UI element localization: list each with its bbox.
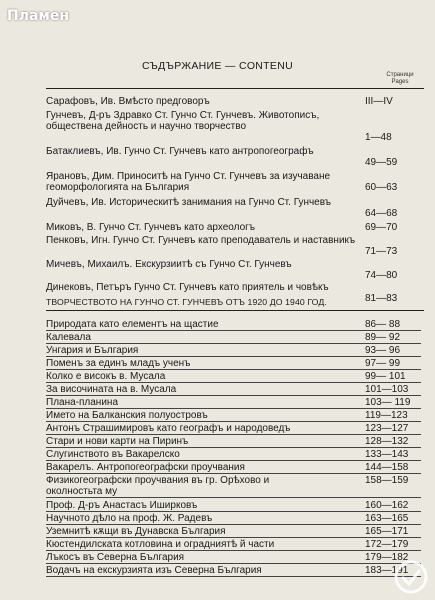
toc-entry-title: Пенковъ, Игн. Гунчо Ст. Гунчевъ като преподаватель и наставникъ: [46, 235, 356, 246]
toc-entry: [46, 410, 421, 422]
pages-column-label: [378, 72, 422, 86]
toc-entry: [46, 319, 421, 331]
toc-entry-pages: 163—165: [365, 513, 409, 524]
toc-entry: [46, 171, 421, 193]
toc-entry-pages: 74—80: [365, 270, 398, 281]
toc-entry-title: Научното дѣло на проф. Ж. Радевъ: [46, 513, 213, 524]
toc-entry-pages: 49—59: [365, 157, 398, 168]
toc-entry-pages: 172—179: [365, 539, 409, 550]
toc-entry-pages: 69—70: [365, 222, 398, 233]
toc-entry-pages: 81—83: [365, 293, 398, 304]
toc-entry-pages: 101—103: [365, 384, 409, 395]
toc-entry-title: Плана-планина: [46, 397, 119, 408]
toc-entry-title: Ярановъ, Дим. Приноситѣ на Гунчо Ст. Гунчевъ за изучаване геоморфологията на България: [46, 171, 331, 193]
watermark-logo: [392, 560, 430, 594]
toc-entry-pages: 128—132: [365, 436, 409, 447]
toc-entry: [46, 332, 421, 344]
toc-entry-pages: 64—68: [365, 208, 398, 219]
toc-entry-pages: 133—143: [365, 449, 409, 460]
toc-entry: [46, 146, 421, 168]
pages-label-fr: Pages: [391, 79, 409, 85]
toc-entry-pages: 60—63: [365, 182, 398, 193]
toc-entry: [46, 110, 421, 143]
toc-entry-pages: 165—171: [365, 526, 409, 537]
toc-entry-title: Динековъ, Петъръ Гунчо Ст. Гунчевъ като приятель и човѣкъ: [46, 282, 329, 293]
toc-entry-title: Уземнитѣ кѫщи въ Дунавска България: [46, 526, 226, 537]
toc-entry: [46, 449, 421, 461]
header-rule: [46, 88, 424, 89]
toc-entry-pages: 183—191: [365, 565, 409, 576]
toc-entry-pages: 97— 99: [365, 358, 401, 369]
toc-entry-pages: 179—182: [365, 552, 409, 563]
toc-entry-title: Гунчевъ, Д-ръ Здравко Ст. Гунчо Ст. Гунчевъ. Животописъ, обществена дейность и научно творчество: [46, 110, 320, 132]
toc-entry: [46, 371, 421, 383]
toc-entry-pages: 99— 101: [365, 371, 406, 382]
toc-entry-pages: 89— 92: [365, 332, 401, 343]
toc-entry-pages: 1—48: [365, 132, 392, 143]
toc-entry: [46, 539, 421, 551]
toc-entry-title: Проф. Д-ръ Анастасъ Иширковъ: [46, 500, 198, 511]
toc-entry-title: Миковъ, В. Гунчо Ст. Гунчевъ като археологъ: [46, 222, 256, 233]
toc-entry-pages: 158—159: [365, 475, 409, 486]
toc-entry-pages: 144—158: [365, 462, 409, 473]
toc-entry-title: Колко е високъ в. Мусала: [46, 371, 166, 382]
toc-entry: [46, 96, 421, 107]
toc-entry: [46, 235, 421, 257]
toc-entry-title: Сарафовъ, Ив. Вмѣсто предговоръ: [46, 96, 210, 107]
toc-entry: [46, 358, 421, 370]
toc-entry-pages: 160—162: [365, 500, 409, 511]
toc-entry-pages: 103— 119: [365, 397, 411, 408]
page-title: СЪДЪРЖАНИЕ — CONTENU: [142, 60, 293, 72]
toc-entry: [46, 462, 421, 474]
toc-entry-title: Физикогеографски проучвания въ гр. Орѣхово и околностьта му: [46, 475, 270, 497]
toc-entry-title: Кюстендилската котловина и оградниятѣ й части: [46, 539, 275, 550]
brand-logo: Пламен: [7, 8, 70, 24]
toc-entry-title: Мичевъ, Михаилъ. Екскурзиитѣ съ Гунчо Ст. Гунчевъ: [46, 259, 292, 270]
toc-entry-title: Дуйчевъ, Ив. Историческитѣ занимания на Гунчо Ст. Гунчевъ: [46, 197, 331, 208]
toc-entry: [46, 552, 421, 564]
toc-entry-title: Природата като елементъ на щастие: [46, 319, 219, 330]
toc-entry: [46, 513, 421, 525]
toc-entry: [46, 526, 421, 538]
section-heading: ТВОРЧЕСТВОТО НА ГУНЧО СТ. ГУНЧЕВЪ ОТЪ 1920 ДО 1940 ГОД.: [46, 297, 327, 307]
toc-entry-pages: 93— 96: [365, 345, 401, 356]
toc-entry: [46, 222, 421, 233]
toc-entry: [46, 436, 421, 448]
toc-entry-pages: 71—73: [365, 246, 398, 257]
toc-entry-title: Водачъ на екскурзията изъ Северна България: [46, 565, 262, 576]
toc-entry: [46, 259, 421, 281]
toc-entry: [46, 397, 421, 409]
toc-entry-title: Вакарелъ. Антропогеографски проучвания: [46, 462, 245, 473]
toc-entry-pages: 86— 88: [365, 319, 401, 330]
toc-entry: [46, 345, 421, 357]
toc-entry-pages: 119—123: [365, 410, 408, 421]
toc-entry-title: Лъкосъ въ Северна България: [46, 552, 185, 563]
toc-entry: [46, 565, 421, 577]
toc-entry-title: Антонъ Страшимировъ като географъ и народоведъ: [46, 423, 291, 434]
toc-entry-title: Слугинството въ Вакарелско: [46, 449, 180, 460]
toc-entry-title: Калевала: [46, 332, 91, 343]
toc-entry: [46, 500, 421, 512]
toc-entry-title: Поменъ за единъ младъ ученъ: [46, 358, 191, 369]
toc-entry: [46, 475, 421, 498]
toc-entry-pages: 123—127: [365, 423, 409, 434]
pages-label-bg: Страници: [386, 72, 414, 78]
toc-entry-title: Името на Балканския полуостровъ: [46, 410, 208, 421]
toc-entry-title: За височината на в. Мусала: [46, 384, 177, 395]
toc-entry: [46, 423, 421, 435]
toc-entry: [46, 197, 421, 219]
toc-entry-title: Батаклиевъ, Ив. Гунчо Ст. Гунчевъ като антропогеографъ: [46, 146, 314, 157]
toc-entry: [46, 384, 421, 396]
toc-entry-title: Стари и нови карти на Пиринъ: [46, 436, 189, 447]
toc-entry-title: Унгария и България: [46, 345, 139, 356]
section-rule: [46, 310, 424, 311]
toc-entry-pages: III—IV: [365, 96, 393, 107]
